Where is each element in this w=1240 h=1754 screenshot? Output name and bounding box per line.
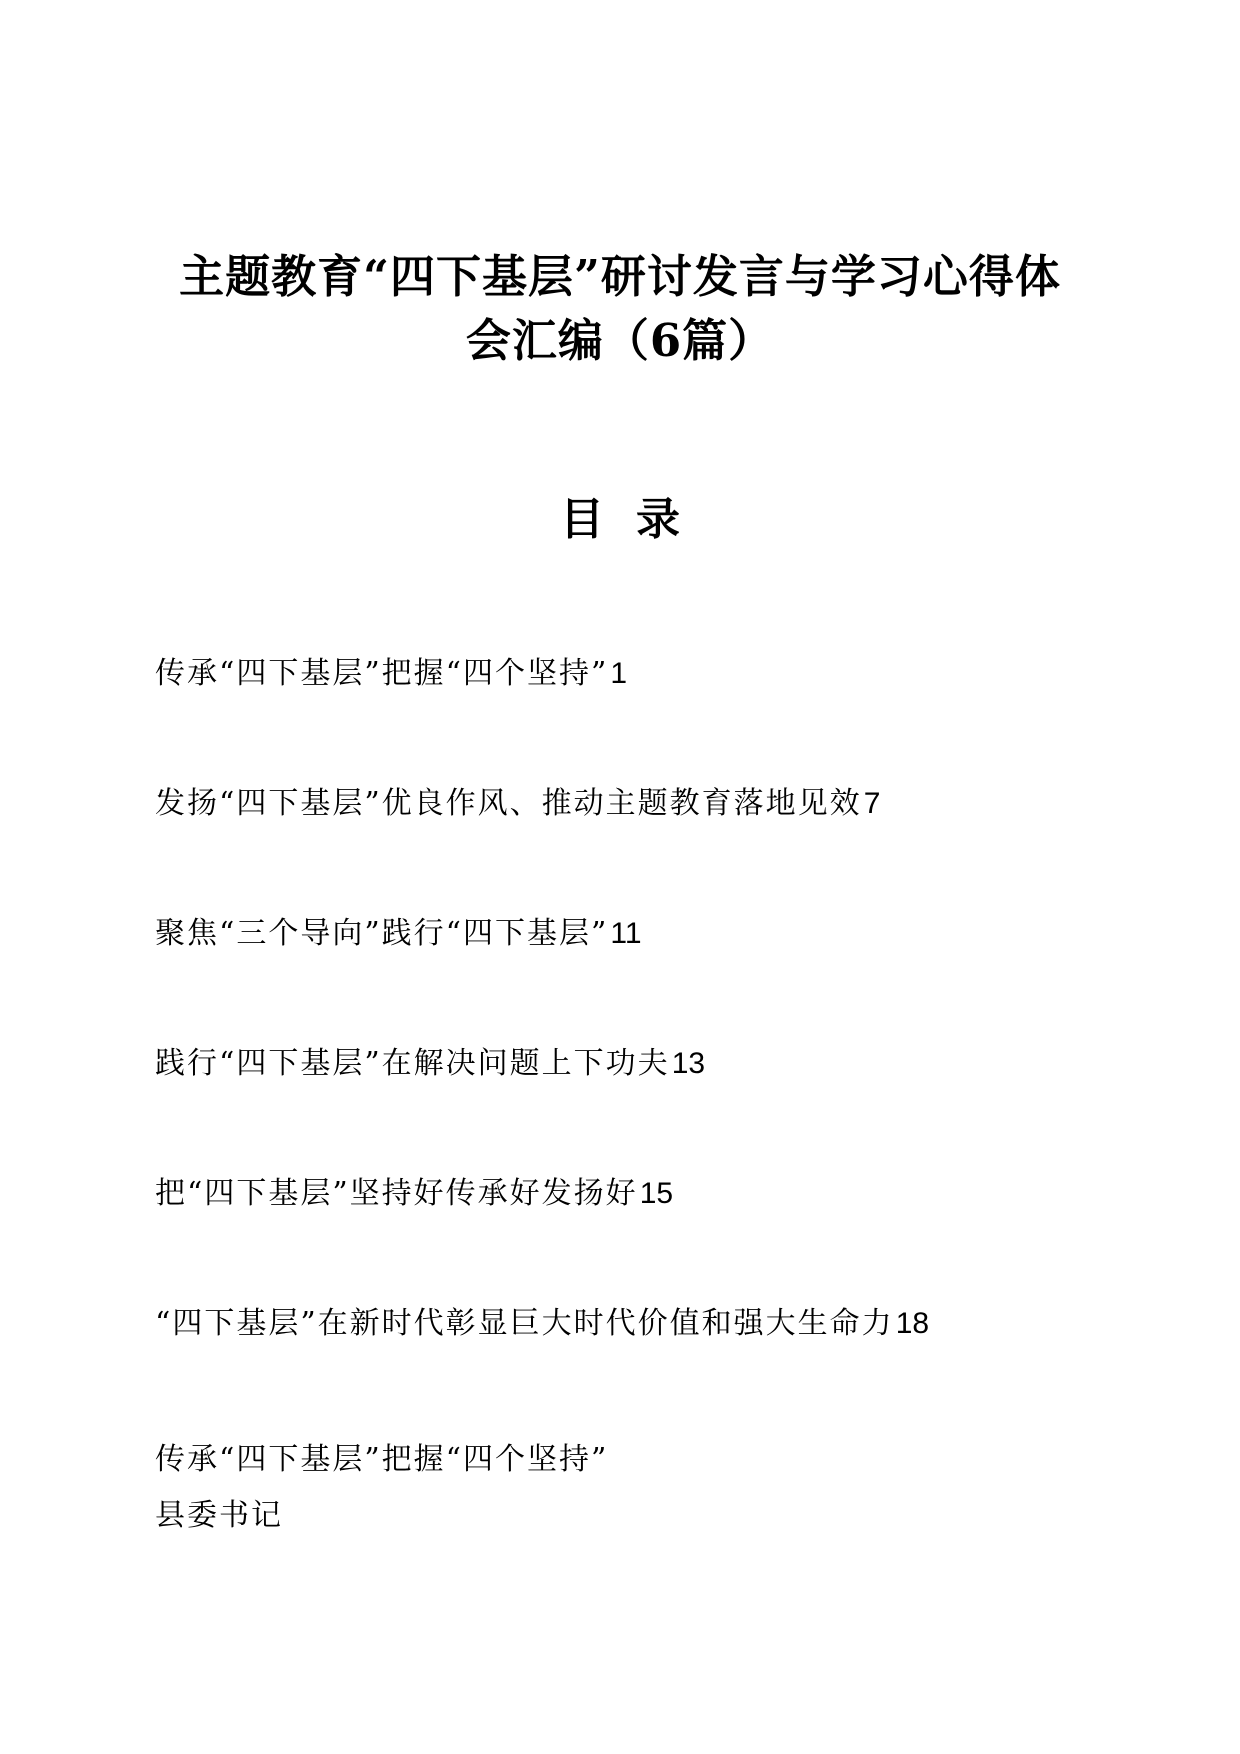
toc-entry-page: 18 bbox=[895, 1307, 930, 1340]
toc-entry-text: 传承“四下基层”把握“四个坚持” bbox=[155, 656, 609, 691]
section-title: 传承“四下基层”把握“四个坚持” bbox=[155, 1442, 609, 1477]
toc-entry-text: 把“四下基层”坚持好传承好发扬好 bbox=[155, 1176, 638, 1211]
toc-entry-page: 7 bbox=[863, 787, 881, 820]
toc-entry-page: 11 bbox=[610, 917, 642, 950]
toc-entry[interactable] bbox=[155, 654, 627, 694]
document-title-line-1: 主题教育“四下基层”研讨发言与学习心得体 bbox=[179, 250, 1061, 304]
toc-heading: 目录 bbox=[560, 494, 712, 545]
document-title-line-2: 会汇编（6篇） bbox=[465, 314, 775, 368]
toc-entry[interactable] bbox=[155, 1304, 929, 1344]
toc-entry[interactable] bbox=[155, 914, 642, 954]
toc-entry[interactable] bbox=[155, 1174, 673, 1214]
toc-entry-text: 聚焦“三个导向”践行“四下基层” bbox=[155, 916, 609, 951]
toc-entry-page: 1 bbox=[610, 657, 628, 690]
toc-entry-text: 发扬“四下基层”优良作风、推动主题教育落地见效 bbox=[155, 786, 862, 821]
document-title bbox=[140, 245, 1100, 373]
toc-entry-text: “四下基层”在新时代彰显巨大时代价值和强大生命力 bbox=[155, 1306, 894, 1341]
toc-entry-text: 践行“四下基层”在解决问题上下功夫 bbox=[155, 1046, 670, 1081]
toc-entry[interactable] bbox=[155, 1044, 705, 1084]
toc-entry[interactable] bbox=[155, 784, 880, 824]
toc-entry-page: 13 bbox=[671, 1047, 706, 1080]
toc-entry-page: 15 bbox=[639, 1177, 674, 1210]
section-author: 县委书记 bbox=[155, 1498, 283, 1533]
